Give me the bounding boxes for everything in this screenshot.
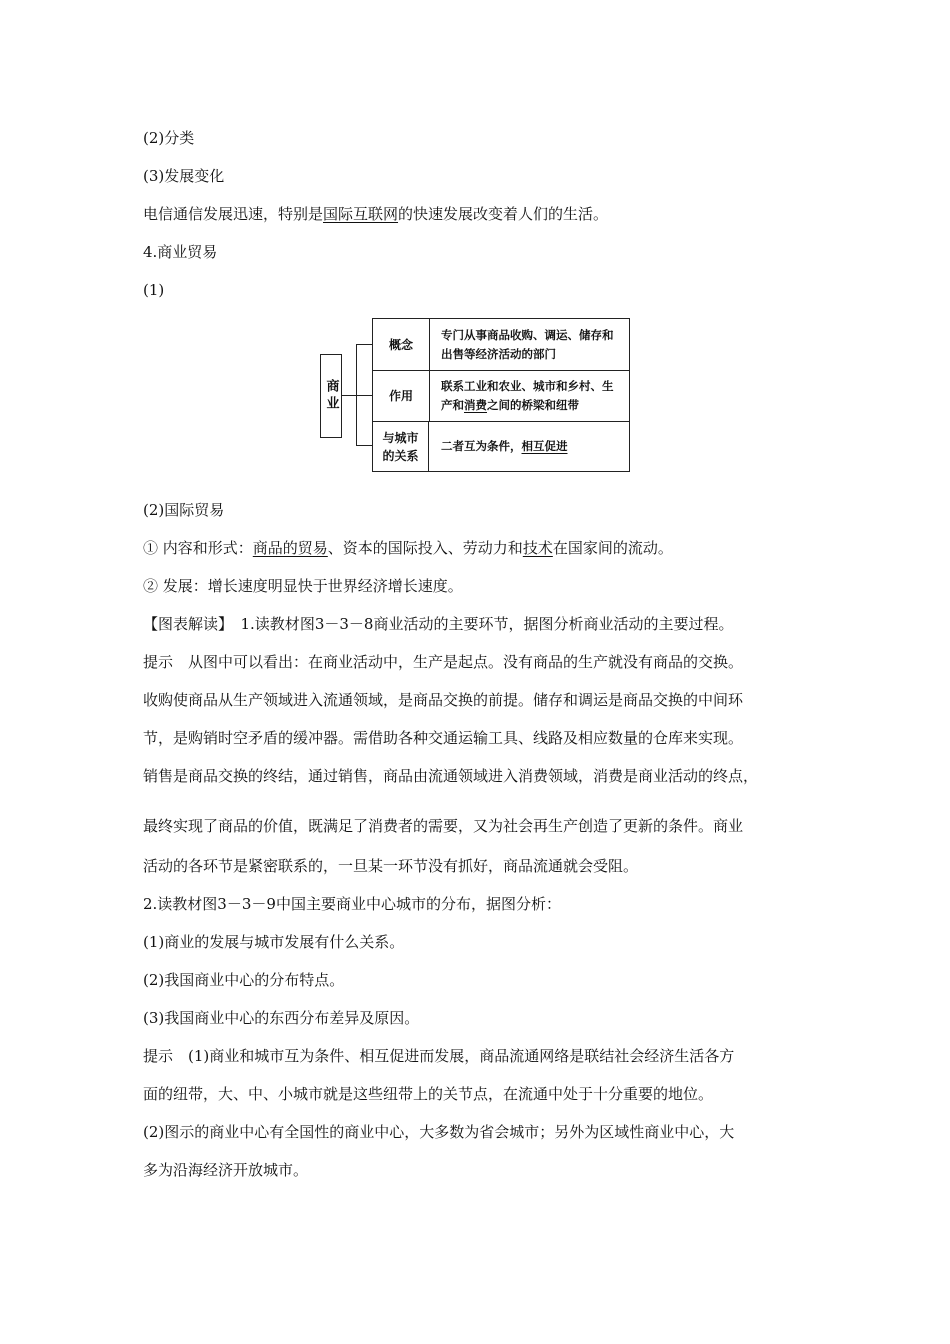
row-label: 作用 bbox=[373, 371, 430, 421]
row-text bbox=[441, 422, 623, 471]
connector-line bbox=[342, 395, 356, 396]
chart-reading-q1: 【图表解读】 1.读教材图3－3－8商业活动的主要环节，据图分析商业活动的主要过程。 bbox=[143, 615, 734, 633]
question-item: (1)商业的发展与城市发展有什么关系。 bbox=[143, 933, 405, 951]
row-text: 专门从事商品收购、调运、储存和出售等经济活动的部门 bbox=[441, 327, 614, 361]
answer-line: 面的纽带，大、中、小城市就是这些纽带上的关节点，在流通中处于十分重要的地位。 bbox=[143, 1085, 714, 1103]
answer-line: 节，是购销时空矛盾的缓冲器。需借助各种交通运输工具、线路及相应数量的仓库来实现。 bbox=[143, 729, 744, 747]
answer-line: 提示 从图中可以看出：在商业活动中，生产是起点。没有商品的生产就没有商品的交换。 bbox=[143, 653, 744, 671]
underlined-term: 国际互联网 bbox=[323, 205, 399, 223]
answer-line: (2)图示的商业中心有全国性的商业中心，大多数为省会城市；另外为区域性商业中心，大 bbox=[143, 1123, 735, 1141]
row-label: 概念 bbox=[373, 319, 430, 370]
section-4-heading: 4.商业贸易 bbox=[143, 243, 218, 261]
text: 二者互为条件， bbox=[441, 439, 522, 453]
question-item: (2)我国商业中心的分布特点。 bbox=[143, 971, 345, 989]
text: 之间的桥梁和纽带 bbox=[487, 398, 579, 412]
row-label: 与城市的关系 bbox=[373, 422, 429, 471]
text: 在国家间的流动。 bbox=[552, 539, 673, 557]
connector-line bbox=[356, 445, 372, 446]
underlined-term: 商品的贸易 bbox=[252, 539, 328, 557]
paragraph-telecom bbox=[143, 204, 608, 224]
chart-reading-q2: 2.读教材图3－3－9中国主要商业中心城市的分布，据图分析： bbox=[143, 895, 561, 913]
subsection-1-heading: (1) bbox=[143, 281, 165, 299]
diagram-row-concept bbox=[373, 319, 629, 371]
text: 、资本的国际投入、劳动力和 bbox=[327, 539, 523, 557]
answer-line: 收购使商品从生产领域进入流通领域，是商品交换的前提。储存和调运是商品交换的中间环 bbox=[143, 691, 744, 709]
answer-line: 活动的各环节是紧密联系的，一旦某一环节没有抓好，商品流通就会受阻。 bbox=[143, 857, 639, 875]
underlined-term: 相互促进 bbox=[521, 439, 568, 453]
underlined-term: 技术 bbox=[522, 539, 553, 557]
section-2-heading: (2)分类 bbox=[143, 129, 195, 147]
connector-line bbox=[356, 344, 372, 345]
answer-line: 最终实现了商品的价值，既满足了消费者的需要，又为社会再生产创造了更新的条件。商业 bbox=[143, 817, 744, 835]
subsection-2-heading: (2)国际贸易 bbox=[143, 501, 225, 519]
question-item: (3)我国商业中心的东西分布差异及原因。 bbox=[143, 1009, 420, 1027]
diagram-row-role bbox=[373, 371, 629, 422]
section-3-heading: (3)发展变化 bbox=[143, 167, 225, 185]
text: 的快速发展改变着人们的生活。 bbox=[398, 205, 609, 223]
diagram-table bbox=[372, 318, 630, 472]
trade-content bbox=[143, 538, 673, 558]
answer-line: 提示 (1)商业和城市互为条件、相互促进而发展，商品流通网络是联结社会经济生活各方 bbox=[143, 1047, 735, 1065]
commerce-diagram bbox=[320, 318, 630, 472]
text: 电信通信发展迅速，特别是 bbox=[143, 205, 324, 223]
answer-line: 销售是商品交换的终结，通过销售，商品由流通领域进入消费领域，消费是商业活动的终点， bbox=[143, 767, 759, 785]
answer-line: 多为沿海经济开放城市。 bbox=[143, 1161, 309, 1179]
row-text bbox=[441, 371, 623, 421]
text: 联系工业和农业、城市和乡村、生产和 bbox=[441, 379, 614, 412]
diagram-root-box: 商业 bbox=[320, 354, 342, 438]
trade-development: ② 发展：增长速度明显快于世界经济增长速度。 bbox=[143, 577, 463, 595]
connector-line bbox=[356, 395, 372, 396]
underlined-term: 消费 bbox=[464, 398, 487, 412]
text: ① 内容和形式： bbox=[143, 539, 253, 557]
diagram-row-city-relation bbox=[373, 422, 629, 471]
